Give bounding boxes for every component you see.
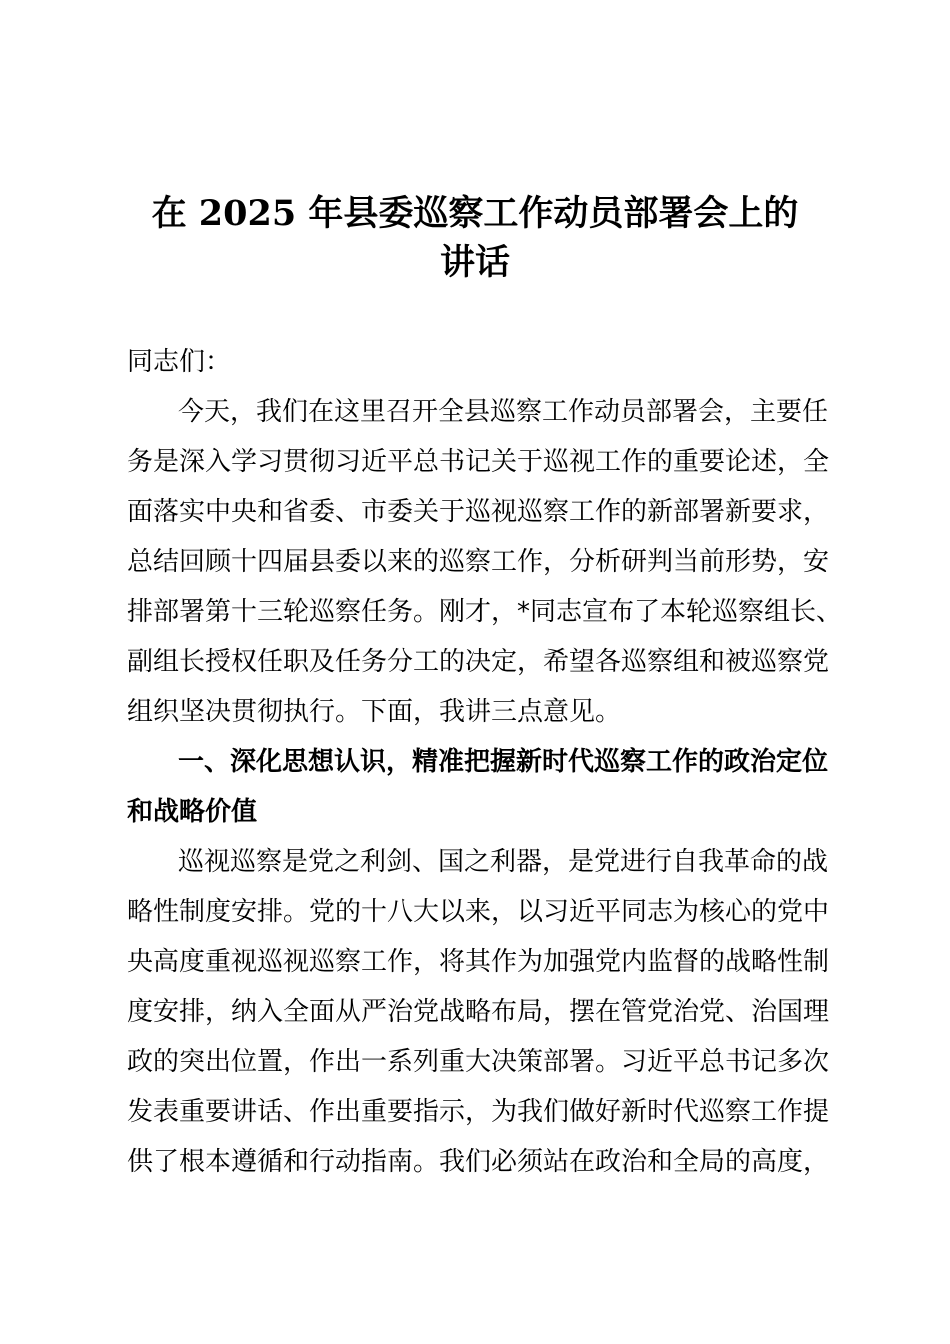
document-title-line-2: 讲话 bbox=[439, 242, 510, 283]
paragraph-line: 总结回顾十四届县委以来的巡察工作，分析研判当前形势，安 bbox=[127, 547, 830, 577]
paragraph-line: 度安排，纳入全面从严治党战略布局，摆在管党治党、治国理 bbox=[127, 997, 830, 1027]
paragraph-line: 略性制度安排。党的十八大以来，以习近平同志为核心的党中 bbox=[127, 897, 830, 927]
paragraph-line: 面落实中央和省委、市委关于巡视巡察工作的新部署新要求， bbox=[127, 497, 830, 527]
salutation: 同志们： bbox=[127, 347, 232, 377]
paragraph-line: 今天，我们在这里召开全县巡察工作动员部署会，主要任 bbox=[178, 397, 829, 427]
paragraph-line: 供了根本遵循和行动指南。我们必须站在政治和全局的高度， bbox=[127, 1147, 830, 1177]
paragraph-line: 发表重要讲话、作出重要指示，为我们做好新时代巡察工作提 bbox=[127, 1097, 830, 1127]
paragraph-line: 组织坚决贯彻执行。下面，我讲三点意见。 bbox=[127, 697, 622, 727]
document-title-line-1: 在 2025 年县委巡察工作动员部署会上的 bbox=[151, 193, 799, 234]
section-heading-line: 一、深化思想认识，精准把握新时代巡察工作的政治定位 bbox=[178, 747, 829, 777]
section-heading-line: 和战略价值 bbox=[127, 797, 258, 827]
paragraph-line: 央高度重视巡视巡察工作，将其作为加强党内监督的战略性制 bbox=[127, 947, 830, 977]
paragraph-line: 副组长授权任职及任务分工的决定，希望各巡察组和被巡察党 bbox=[127, 647, 830, 677]
paragraph-line: 政的突出位置，作出一系列重大决策部署。习近平总书记多次 bbox=[127, 1047, 830, 1077]
paragraph-line: 排部署第十三轮巡察任务。刚才，*同志宣布了本轮巡察组长、 bbox=[127, 597, 843, 627]
paragraph-line: 巡视巡察是党之利剑、国之利器，是党进行自我革命的战 bbox=[178, 847, 829, 877]
paragraph-line: 务是深入学习贯彻习近平总书记关于巡视工作的重要论述，全 bbox=[127, 447, 830, 477]
